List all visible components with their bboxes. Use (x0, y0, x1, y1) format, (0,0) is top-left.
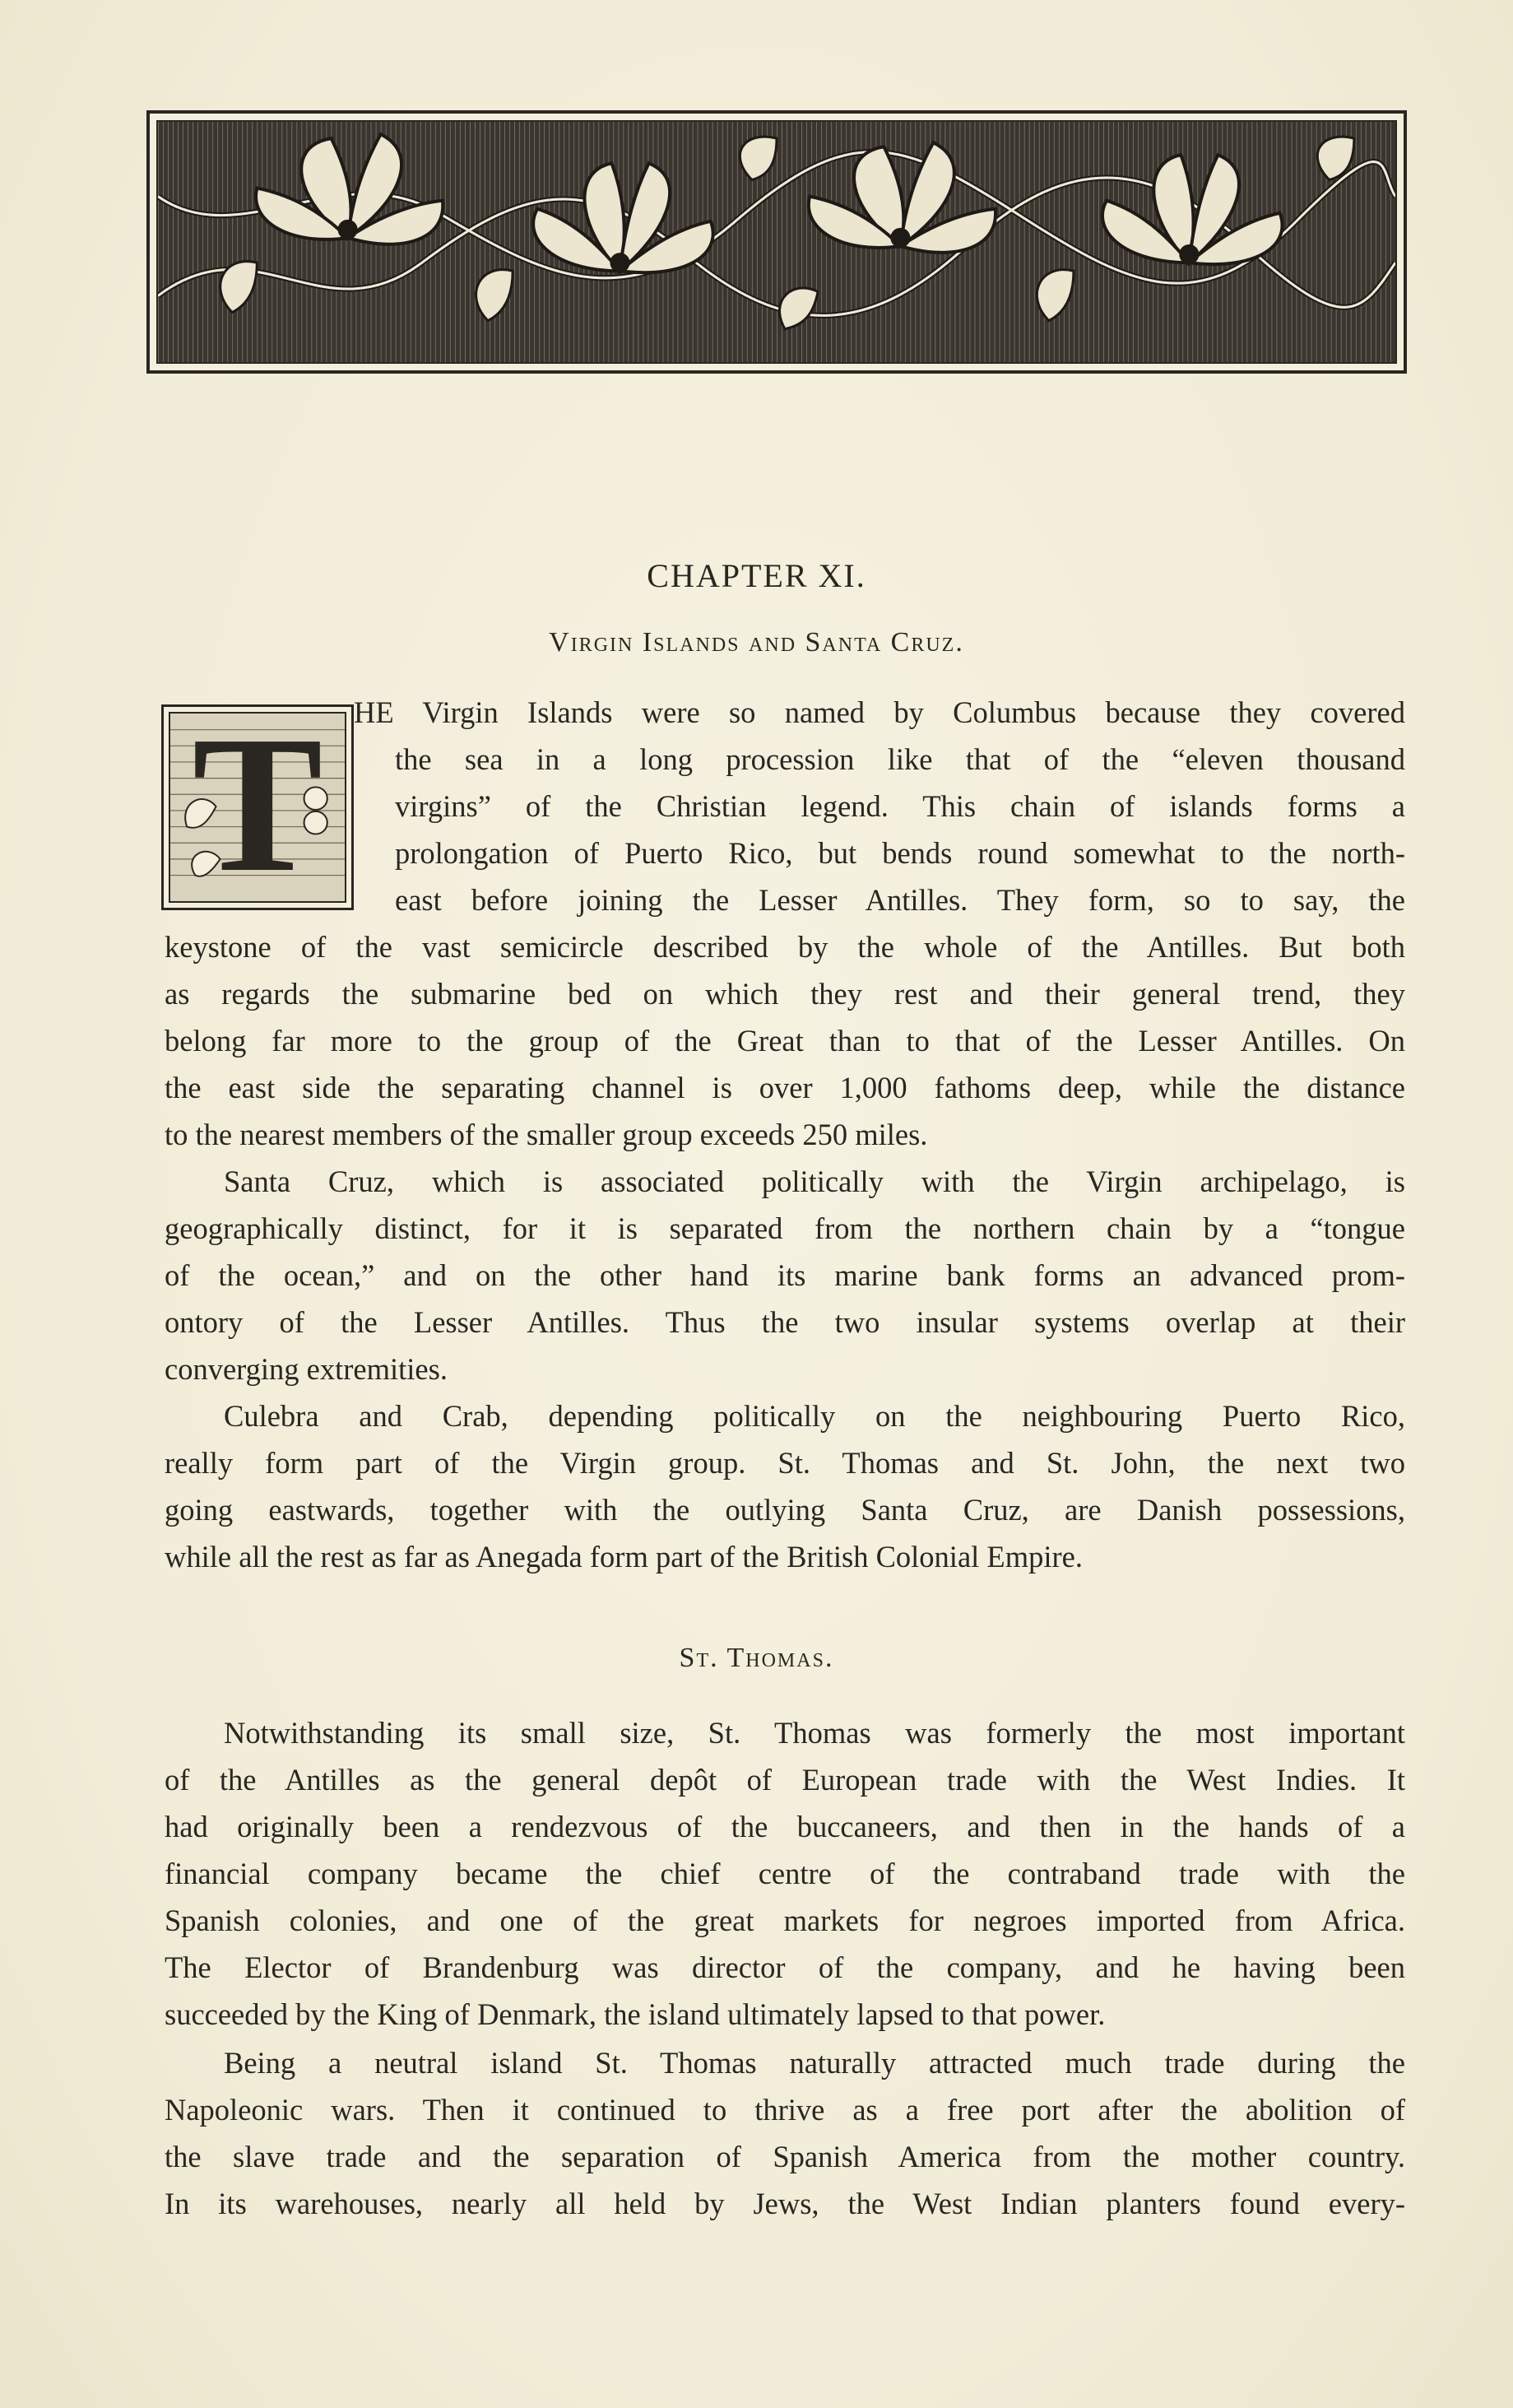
paragraph-line: ontory of the Lesser Antilles. Thus the two insular systems overlap at their (165, 1305, 1405, 1339)
paragraph-line: to the nearest members of the smaller group exceeds 250 miles. (165, 1118, 928, 1151)
paragraph-line: keystone of the vast semicircle described by the whole of the Antilles. But both (165, 930, 1405, 964)
paragraph-line: of the Antilles as the general depôt of European trade with the West Indies. It (165, 1763, 1405, 1797)
paragraph-line: Spanish colonies, and one of the great markets for negroes imported from Africa. (165, 1904, 1405, 1937)
section-title-st-thomas: St. Thomas. (679, 1643, 834, 1673)
paragraph-line: belong far more to the group of the Great than to that of the Lesser Antilles. On (165, 1024, 1405, 1058)
chapter-title: CHAPTER XI. (647, 557, 866, 594)
paragraph-line: the sea in a long procession like that of the “eleven thousand (395, 742, 1405, 776)
paragraph-line: had originally been a rendezvous of the buccaneers, and then in the hands of a (165, 1810, 1405, 1843)
drop-cap (161, 704, 354, 910)
paragraph-line: HE Virgin Islands were so named by Columbus because they covered (354, 695, 1405, 729)
section-title-virgin-islands: Virgin Islands and Santa Cruz. (549, 627, 964, 658)
paragraph-line: financial company became the chief centre of the contraband trade with the (165, 1857, 1405, 1890)
paragraph-line: Culebra and Crab, depending politically on the neighbouring Puerto Rico, (224, 1399, 1405, 1433)
paragraph-line: geographically distinct, for it is separated from the northern chain by a “tongue (165, 1211, 1405, 1245)
paragraph-line: of the ocean,” and on the other hand its marine bank forms an advanced prom- (165, 1258, 1405, 1292)
paragraph-line: really form part of the Virgin group. St. Thomas and St. John, the next two (165, 1446, 1405, 1480)
floral-engraving-icon (158, 122, 1395, 362)
paragraph-line: as regards the submarine bed on which they rest and their general trend, they (165, 977, 1405, 1011)
paragraph-line: while all the rest as far as Anegada form part of the British Colonial Empire. (165, 1540, 1083, 1574)
paragraph-line: prolongation of Puerto Rico, but bends round somewhat to the north- (395, 836, 1405, 870)
paragraph-line: Napoleonic wars. Then it continued to thrive as a free port after the abolition of (165, 2093, 1405, 2127)
paragraph-line: Santa Cruz, which is associated politically with the Virgin archipelago, is (224, 1164, 1405, 1198)
paragraph-line: east before joining the Lesser Antilles. They form, so to say, the (395, 883, 1405, 917)
paragraph-line: The Elector of Brandenburg was director of the company, and he having been (165, 1950, 1405, 1984)
paragraph-line: the slave trade and the separation of Spanish America from the mother country. (165, 2140, 1405, 2173)
paragraph-line: Notwithstanding its small size, St. Thomas was formerly the most important (224, 1716, 1405, 1750)
paragraph-line: In its warehouses, nearly all held by Jews, the West Indian planters found every- (165, 2187, 1405, 2220)
paragraph-line: virgins” of the Christian legend. This chain of islands forms a (395, 789, 1405, 823)
drop-cap-letter: T (192, 712, 323, 903)
paragraph-line: converging extremities. (165, 1352, 448, 1386)
paragraph-line: succeeded by the King of Denmark, the island ultimately lapsed to that power. (165, 1997, 1106, 2031)
paragraph-line: Being a neutral island St. Thomas naturally attracted much trade during the (224, 2046, 1405, 2080)
paragraph-line: the east side the separating channel is over 1,000 fathoms deep, while the distance (165, 1071, 1405, 1104)
floral-header-ornament (146, 110, 1407, 374)
paragraph-line: going eastwards, together with the outlying Santa Cruz, are Danish possessions, (165, 1493, 1405, 1527)
